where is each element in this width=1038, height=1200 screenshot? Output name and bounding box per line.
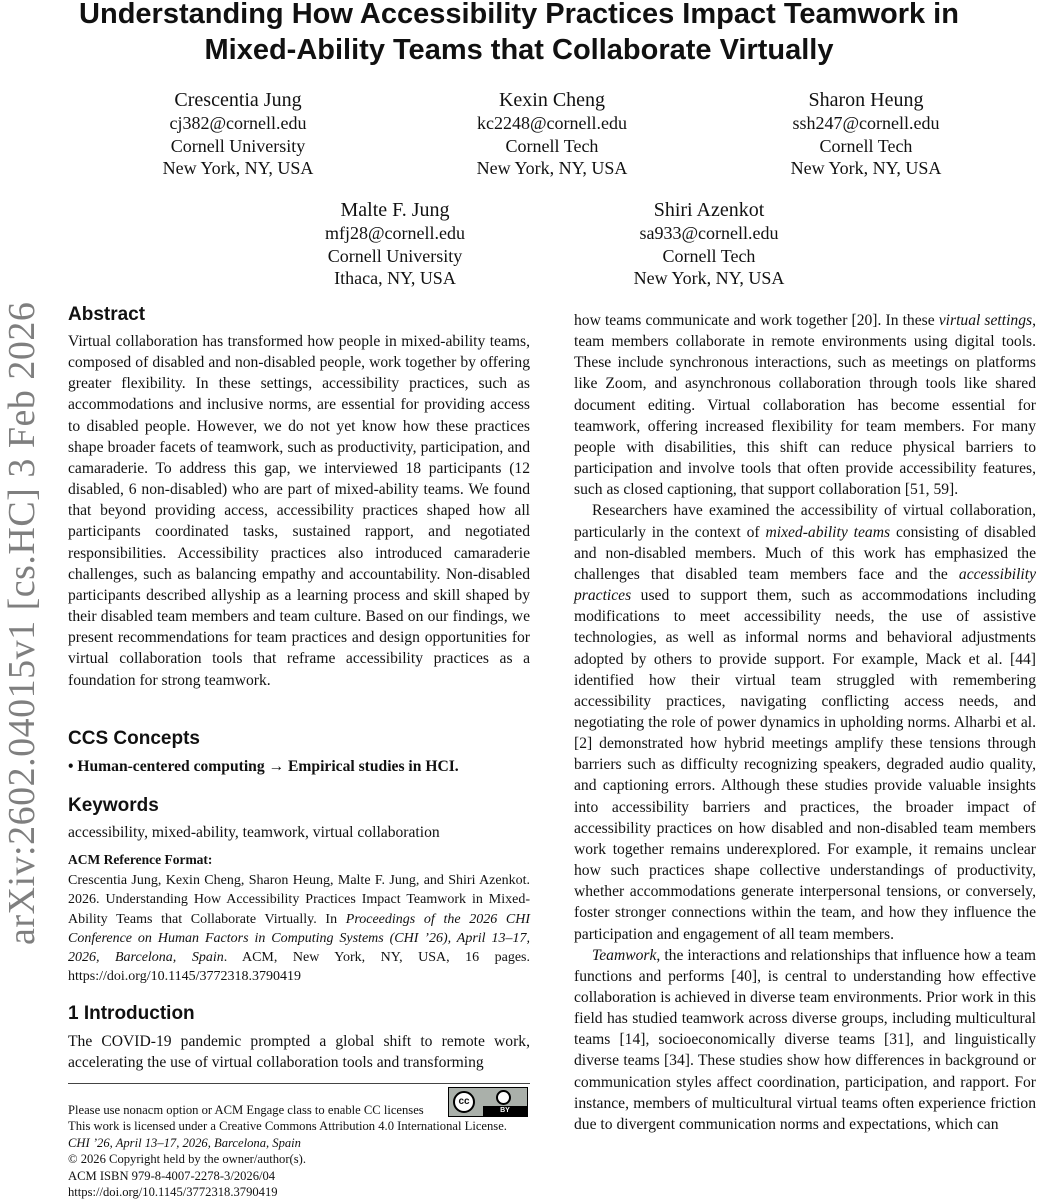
italic-text: Teamwork: [592, 946, 657, 964]
keywords-text: accessibility, mixed-ability, teamwork, virtual collaboration: [68, 824, 440, 841]
license-text: This work is licensed under a Creative Commons Attribution 4.0 International License.: [68, 1119, 507, 1134]
text-span: , team members collaborate in remote environments using digital tools. These include synchronous interactions, such as meetings on platforms like Zoom, and asynchronous collaboration through tools like shared document editing. Virtual collaboration has become essential for teamwork, offering increased flexibility for team members. For many people with disabilities, this shift can reduce physical barriers to participation and involve tools that often provide accessibility features, such as closed captioning, that support collaboration [51, 59].: [574, 312, 1036, 499]
copyright: © 2026 Copyright held by the owner/author(s).: [68, 1152, 306, 1167]
venue: CHI ’26, April 13–17, 2026, Barcelona, Spain: [68, 1135, 301, 1150]
italic-text: virtual settings: [938, 312, 1033, 329]
text-span: . ACM, New York, NY, USA, 16 pages. https://doi.org/10.1145/3772318.3790419: [68, 950, 531, 985]
text-span: used to support them, such as accommodations including modifications to meet accessibility needs, the use of assistive technologies, as well as informal norms and behavioral adjustments adopted by others to provide support. For example, Mack et al. [44] identified how their virtual team struggled with remembering accessibility practices, navigating conflicting access needs, and negotiating the role of power dynamics in upholding norms. Alharbi et al. [2] demonstrated how hybrid meetings amplify these tensions through barriers such as difficulty recognizing speakers, degraded audio quality, and captioning errors. Although these studies provide valuable insights into accessibility barriers and practices, the broader impact of accessibility practices on how disabled and non-disabled team members work together remains underexplored. For example, it remains unclear how such practices shape collective understandings of productivity, whether accommodations generate interpersonal tensions, or conversely, foster stronger connections within the team, and how they influence the participation and engagement of all team members.: [574, 587, 1036, 943]
abstract-text: [68, 331, 530, 691]
body-paragraph: [574, 500, 1036, 944]
abstract-paragraph: Virtual collaboration has transformed how people in mixed-ability teams, composed of disabled and non-disabled people, work together by offering greater flexibility. In these settings, accessibility practices, such as accommodations and inclusive norms, are essential for providing access to disabled people. However, we do not yet know how these practices shape broader facets of teamwork, such as productivity, participation, and camaraderie. To address this gap, we interviewed 18 participants (12 disabled, 6 non-disabled) who are part of mixed-ability teams. We found that beyond providing access, accessibility practices shaped how all participants coordinated tasks, sustained rapport, and negotiated responsibilities. Accessibility practices also introduced camaraderie challenges, such as balancing empathy and accountability. Non-disabled participants described allyship as a learning process and skill shaped by their disabled team members and team culture. Based on our findings, we present recommendations for team practices and design opportunities for virtual collaboration tools that reframe accessibility practices as a foundation for strong teamwork.: [68, 333, 530, 689]
author-location: New York, NY, USA: [476, 158, 628, 178]
author-email[interactable]: ssh247@cornell.edu: [792, 113, 940, 133]
author-email[interactable]: sa933@cornell.edu: [639, 223, 779, 243]
acm-reference-text: [68, 871, 530, 987]
body-paragraph: [574, 310, 1036, 500]
abstract-heading: Abstract: [68, 304, 146, 325]
footnote: [68, 1102, 538, 1200]
author-location: Ithaca, NY, USA: [334, 268, 456, 288]
author-affiliation: Cornell Tech: [819, 135, 913, 156]
introduction-text: The COVID-19 pandemic prompted a global shift to remote work, accelerating the use of virtual collaboration tools and transforming: [68, 1033, 530, 1072]
by-label: BY: [483, 1106, 527, 1116]
author-block: [88, 88, 388, 180]
italic-text: mixed-ability teams: [765, 523, 891, 541]
cc-note: Please use nonacm option or ACM Engage class to enable CC licenses: [68, 1103, 424, 1117]
right-column-text: [574, 310, 1036, 1135]
text-span: , the interactions and relationships that influence how a team functions and performs [40], is central to understanding how effective collaboration is achieved in diverse team environments. Prior work in this field has studied teamwork across diverse groups, including multicultural teams [14], socioeconomically diverse teams [31], and linguistically diverse teams [34]. These studies show how differences in background or communication styles affect coordination, participation, and rapport. For instance, members of multicultural virtual teams often experience friction due to divergent communication norms and expectations, which can: [574, 946, 1036, 1133]
body-paragraph: [574, 945, 1036, 1135]
ccs-heading: CCS Concepts: [68, 728, 200, 749]
cc-icon: cc: [453, 1091, 475, 1113]
arxiv-stamp: arXiv:2602.04015v1 [cs.HC] 3 Feb 2026: [1, 301, 43, 945]
isbn: ACM ISBN 979-8-4007-2278-3/2026/04: [68, 1168, 276, 1183]
author-name: Crescentia Jung: [174, 89, 302, 111]
paper-title: [0, 0, 1038, 68]
author-email[interactable]: cj382@cornell.edu: [169, 113, 307, 133]
footnote-divider: [68, 1083, 530, 1084]
acm-reference-heading: ACM Reference Format:: [68, 852, 213, 867]
text-span: how teams communicate and work together [20]. In these: [574, 312, 939, 329]
author-block: [245, 198, 545, 290]
author-block: [559, 198, 859, 290]
author-location: New York, NY, USA: [633, 268, 785, 288]
author-email[interactable]: kc2248@cornell.edu: [476, 113, 628, 133]
author-affiliation: Cornell Tech: [505, 135, 599, 156]
italic-text: Proceedings of the 2026 CHI Conference on Human Factors in Computing Systems (CHI ’26), April 13–17, 2026, Barcelona, Spain: [68, 911, 530, 966]
keywords-heading: Keywords: [68, 795, 159, 816]
text-span: Researchers have examined the accessibility of virtual collaboration, particularly in the context of: [574, 502, 1036, 541]
author-block: [402, 88, 702, 180]
introduction-heading: 1 Introduction: [68, 1003, 195, 1024]
author-location: New York, NY, USA: [790, 158, 942, 178]
author-name: Kexin Cheng: [498, 89, 606, 111]
ccs-item: • Human-centered computing → Empirical studies in HCI.: [68, 758, 459, 775]
author-location: New York, NY, USA: [162, 158, 314, 178]
doi-link[interactable]: https://doi.org/10.1145/3772318.3790419: [68, 1185, 278, 1200]
italic-text: accessibility practices: [574, 565, 1036, 605]
author-affiliation: Cornell University: [327, 245, 463, 266]
author-email[interactable]: mfj28@cornell.edu: [324, 223, 466, 243]
author-affiliation: Cornell University: [170, 135, 306, 156]
author-affiliation: Cornell Tech: [662, 245, 756, 266]
text-span: consisting of disabled and non-disabled members. Much of this work has emphasized the challenges that disabled team members face and the: [574, 523, 1036, 583]
author-name: Sharon Heung: [808, 89, 924, 111]
author-name: Malte F. Jung: [340, 199, 450, 221]
author-name: Shiri Azenkot: [653, 199, 765, 221]
title-line-2: Mixed-Ability Teams that Collaborate Virtually: [204, 34, 834, 66]
author-block: [716, 88, 1016, 180]
title-line-1: Understanding How Accessibility Practices Impact Teamwork in: [79, 0, 959, 30]
text-span: Crescentia Jung, Kexin Cheng, Sharon Heung, Malte F. Jung, and Shiri Azenkot. 2026. Understanding How Accessibility Practices Impact Teamwork in Mixed-Ability Teams that Collaborate Virtually. In: [68, 873, 530, 927]
